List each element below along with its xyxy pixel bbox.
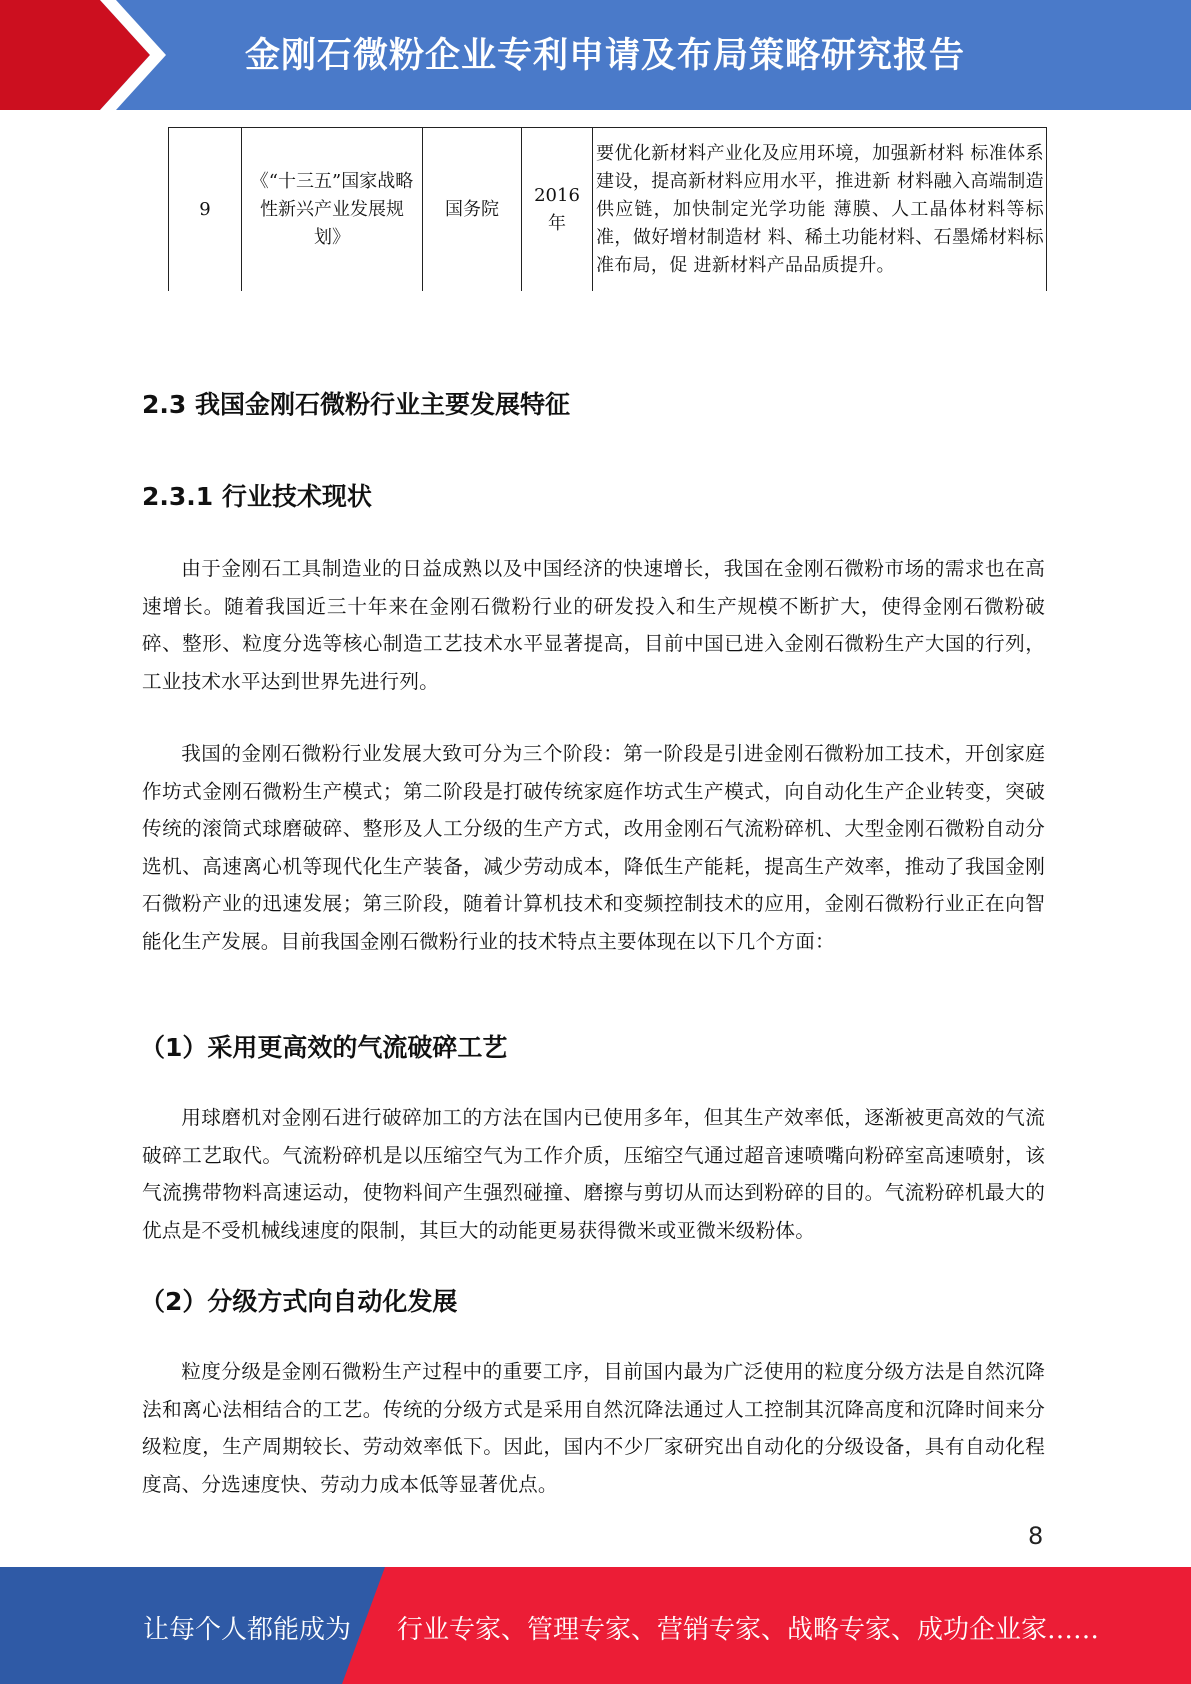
- footer-slogan-left: 让每个人都能成为: [143, 1615, 352, 1645]
- row-number: 9: [169, 128, 242, 292]
- report-title: 金刚石微粉企业专利申请及布局策略研究报告: [245, 36, 966, 76]
- policy-name-text: 《“十三五”国家战略性新兴产业发展规划》: [250, 170, 414, 248]
- section-heading: 2.3 我国金刚石微粉行业主要发展特征: [142, 390, 570, 419]
- policy-name: [242, 128, 423, 292]
- paragraph-stages: 我国的金刚石微粉行业发展大致可分为三个阶段：第一阶段是引进金刚石微粉加工技术，开创家庭作坊式金刚石微粉生产模式；第二阶段是打破传统家庭作坊式生产模式，向自动化生产企业转变，突破传统的滚筒式球磨破碎、整形及人工分级的生产方式，改用金刚石气流粉碎机、大型金刚石微粉自动分选机、高速离心机等现代化生产装备，减少劳动成本，降低生产能耗，提高生产效率，推动了我国金刚石微粉产业的迅速发展；第三阶段，随着计算机技术和变频控制技术的应用，金刚石微粉行业正在向智能化生产发展。目前我国金刚石微粉行业的技术特点主要体现在以下几个方面：: [142, 742, 1045, 953]
- page-header: [0, 0, 1191, 110]
- policy-year: [522, 128, 593, 292]
- table-row: [169, 128, 1047, 292]
- item-heading-2: （2）分级方式向自动化发展: [140, 1287, 458, 1316]
- policy-table: [168, 127, 1047, 291]
- policy-content: 要优化新材料产业化及应用环境，加强新材料 标准体系建设，提高新材料应用水平，推进新 材料融入高端制造供应链，加快制定光学功能 薄膜、人工晶体材料等标准，做好增材制造材 料、稀土功能材料、石墨烯材料标准布局，促 进新材料产品品质提升。: [593, 128, 1047, 292]
- subsection-heading: 2.3.1 行业技术现状: [142, 482, 372, 511]
- paragraph-item-1: 用球磨机对金刚石进行破碎加工的方法在国内已使用多年，但其生产效率低，逐渐被更高效的气流破碎工艺取代。气流粉碎机是以压缩空气为工作介质，压缩空气通过超音速喷嘴向粉碎室高速喷射，该气流携带物料高速运动，使物料间产生强烈碰撞、磨擦与剪切从而达到粉碎的目的。气流粉碎机最大的优点是不受机械线速度的限制，其巨大的动能更易获得微米或亚微米级粉体。: [142, 1106, 1045, 1242]
- item-heading-1: （1）采用更高效的气流破碎工艺: [140, 1033, 508, 1062]
- policy-issuer: 国务院: [423, 128, 522, 292]
- policy-year-text: 2016年: [534, 184, 580, 234]
- page-footer: [0, 1567, 1191, 1684]
- paragraph-intro: 由于金刚石工具制造业的日益成熟以及中国经济的快速增长，我国在金刚石微粉市场的需求也在高速增长。随着我国近三十年来在金刚石微粉行业的研发投入和生产规模不断扩大，使得金刚石微粉破碎、整形、粒度分选等核心制造工艺技术水平显著提高，目前中国已进入金刚石微粉生产大国的行列，工业技术水平达到世界先进行列。: [142, 557, 1045, 693]
- footer-slogan-right: 行业专家、管理专家、营销专家、战略专家、成功企业家……: [397, 1615, 1100, 1645]
- page-number: 8: [1028, 1522, 1044, 1550]
- paragraph-item-2: 粒度分级是金刚石微粉生产过程中的重要工序，目前国内最为广泛使用的粒度分级方法是自然沉降法和离心法相结合的工艺。传统的分级方式是采用自然沉降法通过人工控制其沉降高度和沉降时间来分级粒度，生产周期较长、劳动效率低下。因此，国内不少厂家研究出自动化的分级设备，具有自动化程度高、分选速度快、劳动力成本低等显著优点。: [142, 1360, 1045, 1496]
